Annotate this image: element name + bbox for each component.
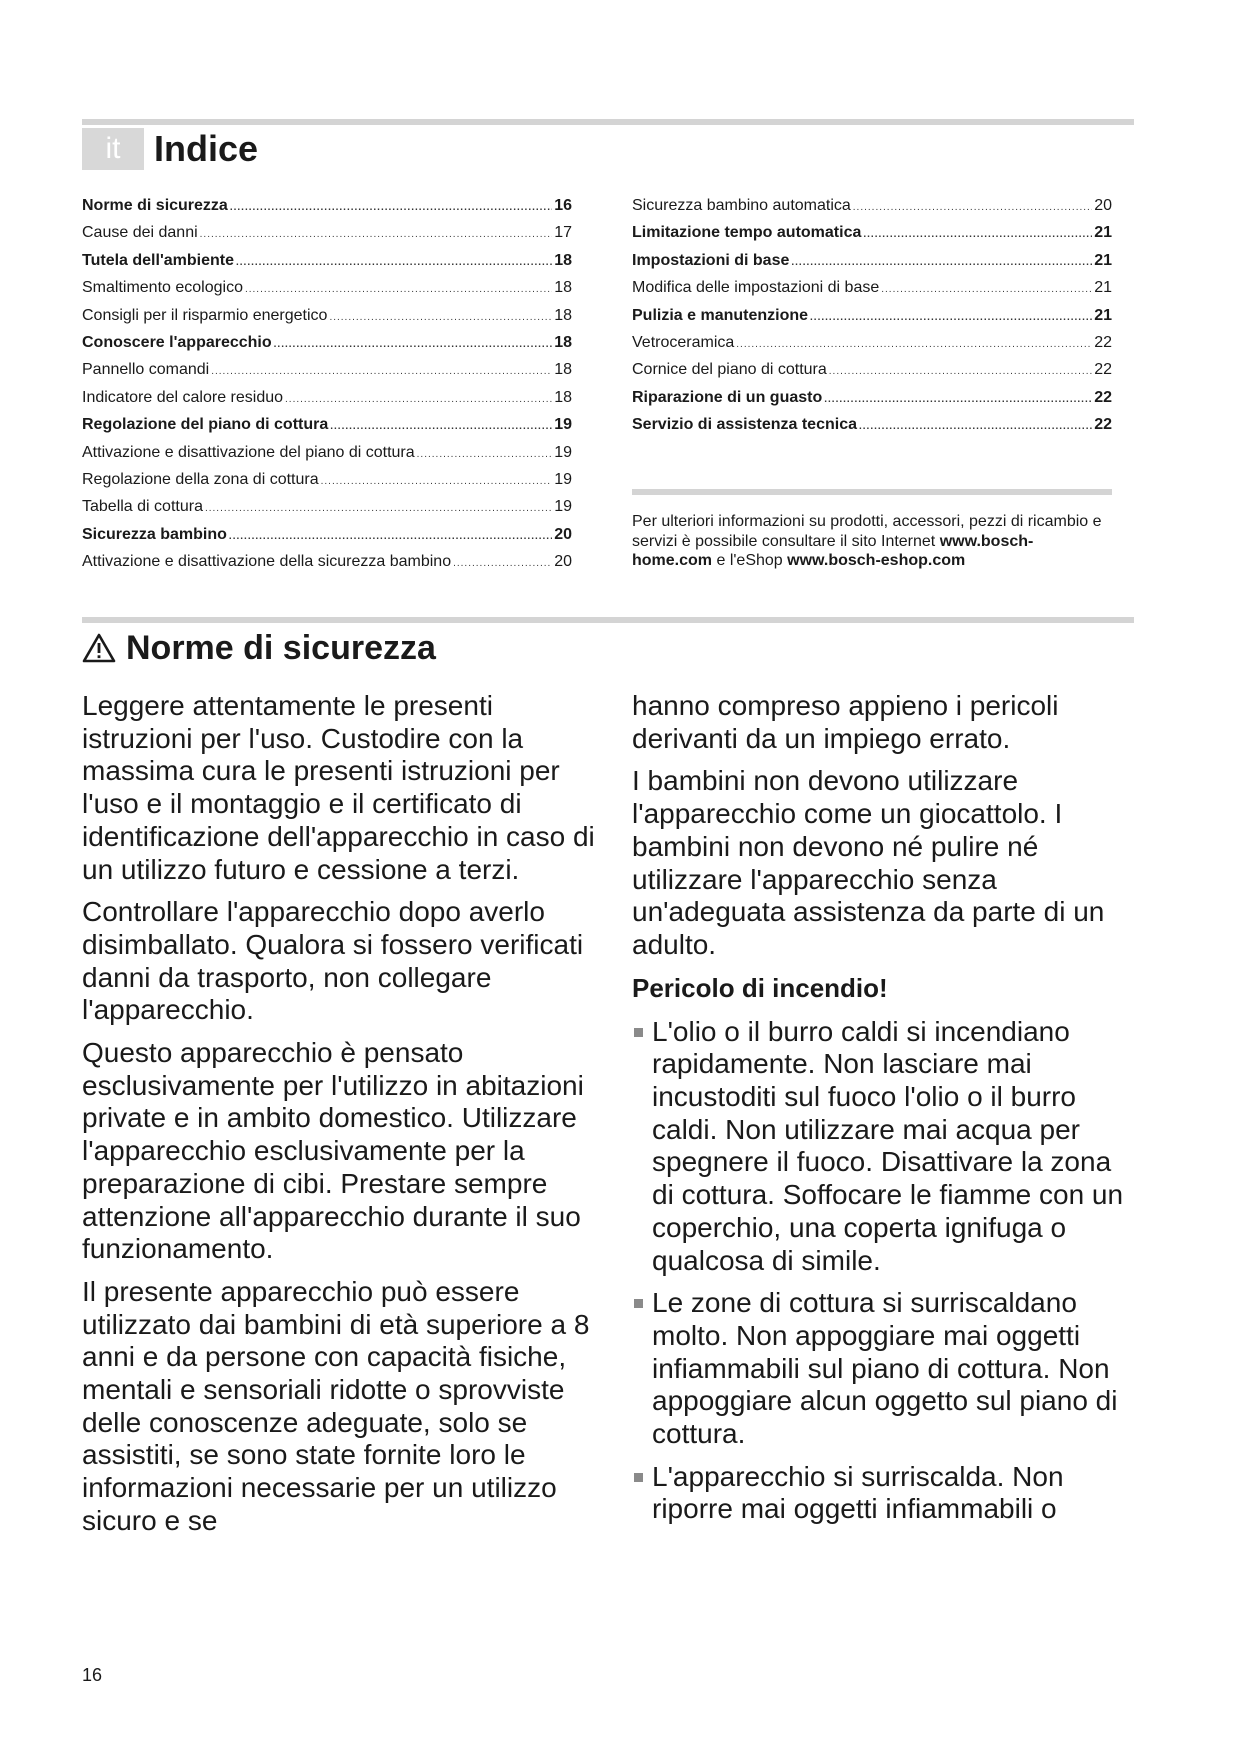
- section-title-text: Norme di sicurezza: [126, 629, 436, 667]
- toc-entry[interactable]: Consigli per il risparmio energetico ..... 18: [82, 303, 572, 330]
- info-text: Per ulteriori informazioni su prodotti, accessori, pezzi di ricambio e servizi è possibile consultare il sito Internet: [632, 513, 1102, 550]
- paragraph: I bambini non devono utilizzare l'apparecchio come un giocattolo. I bambini non devono né pulire né utilizzare l'apparecchio senza un'adeguata assistenza da parte di un adulto.: [632, 765, 1105, 960]
- bullet-item: L'apparecchio si surriscalda. Non riporre mai oggetti infiammabili o: [632, 1461, 1132, 1526]
- paragraph: Leggere attentamente le presenti istruzioni per l'uso. Custodire con la massima cura le presenti istruzioni per l'uso e il montaggio e il certificato di identificazione dell'apparecchio in caso di un utilizzo futuro e cessione a terzi.: [82, 690, 595, 885]
- toc-entry[interactable]: Riparazione di un guasto ..... 22: [632, 385, 1112, 412]
- toc-entry[interactable]: Conoscere l'apparecchio ..... 18: [82, 330, 572, 357]
- language-tag: it: [82, 128, 144, 170]
- toc-entry[interactable]: Cornice del piano di cottura ..... 22: [632, 357, 1112, 384]
- eshop-link[interactable]: www.bosch-eshop.com: [787, 552, 966, 569]
- paragraph: hanno compreso appieno i pericoli derivanti da un impiego errato.: [632, 690, 1059, 754]
- bullet-item: Le zone di cottura si surriscaldano molto. Non appoggiare mai oggetti infiammabili sul piano di cottura. Non appoggiare alcun oggetto sul piano di cottura.: [632, 1287, 1132, 1451]
- info-box: [632, 512, 1112, 571]
- toc-entry[interactable]: Norme di sicurezza ..... 16: [82, 193, 572, 220]
- toc-entry[interactable]: Attivazione e disattivazione del piano di cottura ..... 19: [82, 440, 572, 467]
- toc-entry[interactable]: Impostazioni di base ..... 21: [632, 248, 1112, 275]
- section-rule: [82, 617, 1134, 623]
- website-link[interactable]: www.bosch-home.com: [632, 532, 1034, 569]
- toc-entry[interactable]: Indicatore del calore residuo ..... 18: [82, 385, 572, 412]
- top-rule: [82, 119, 1134, 125]
- info-connector: e l'eShop: [716, 552, 783, 569]
- toc-entry[interactable]: Modifica delle impostazioni di base ..... 21: [632, 275, 1112, 302]
- toc-entry[interactable]: Pannello comandi ..... 18: [82, 357, 572, 384]
- warning-triangle-icon: [82, 633, 116, 663]
- index-title: Indice: [154, 128, 259, 169]
- paragraph: Controllare l'apparecchio dopo averlo disimballato. Qualora si fossero verificati danni da trasporto, non collegare l'apparecchio.: [82, 896, 584, 1026]
- toc-entry[interactable]: Regolazione del piano di cottura ..... 19: [82, 412, 572, 439]
- section-heading: [82, 626, 436, 670]
- safety-right-column: [632, 690, 1132, 1536]
- toc-entry[interactable]: Attivazione e disattivazione della sicurezza bambino ..... 20: [82, 549, 572, 576]
- toc-entry[interactable]: Smaltimento ecologico ..... 18: [82, 275, 572, 302]
- safety-left-column: [82, 690, 602, 1548]
- paragraph: Il presente apparecchio può essere utilizzato dai bambini di età superiore a 8 anni e da persone con capacità fisiche, mentali e sensoriali ridotte o sprovviste delle conoscenze adeguate, solo se assistiti, se sono state fornite loro le informazioni necessarie per un utilizzo sicuro e se: [82, 1275, 590, 1536]
- fire-hazard-heading: Pericolo di incendio!: [632, 972, 888, 1003]
- toc-entry[interactable]: Sicurezza bambino ..... 20: [82, 522, 572, 549]
- bullet-item: L'olio o il burro caldi si incendiano rapidamente. Non lasciare mai incustoditi sul fuoco l'olio o il burro caldi. Non utilizzare mai acqua per spegnere il fuoco. Disattivare la zona di cottura. Soffocare le fiamme con un coperchio, una coperta ignifuga o qualcosa di simile.: [632, 1016, 1132, 1278]
- toc-right-column: [632, 193, 1112, 440]
- page-number: 16: [82, 1665, 103, 1685]
- toc-entry[interactable]: Tabella di cottura ..... 19: [82, 494, 572, 521]
- paragraph: Questo apparecchio è pensato esclusivamente per l'utilizzo in abitazioni private e in ambito domestico. Utilizzare l'apparecchio esclusivamente per la preparazione di cibi. Prestare sempre attenzione all'apparecchio durante il suo funzionamento.: [82, 1037, 584, 1265]
- toc-entry[interactable]: Sicurezza bambino automatica ..... 20: [632, 193, 1112, 220]
- toc-entry[interactable]: Pulizia e manutenzione ..... 21: [632, 303, 1112, 330]
- toc-entry[interactable]: Cause dei danni ..... 17: [82, 220, 572, 247]
- info-rule: [632, 489, 1112, 495]
- toc-entry[interactable]: Limitazione tempo automatica ..... 21: [632, 220, 1112, 247]
- toc-entry[interactable]: Tutela dell'ambiente ..... 18: [82, 248, 572, 275]
- toc-entry[interactable]: Vetroceramica ..... 22: [632, 330, 1112, 357]
- toc-entry[interactable]: Servizio di assistenza tecnica ..... 22: [632, 412, 1112, 439]
- toc-left-column: [82, 193, 572, 577]
- toc-entry[interactable]: Regolazione della zona di cottura ..... 19: [82, 467, 572, 494]
